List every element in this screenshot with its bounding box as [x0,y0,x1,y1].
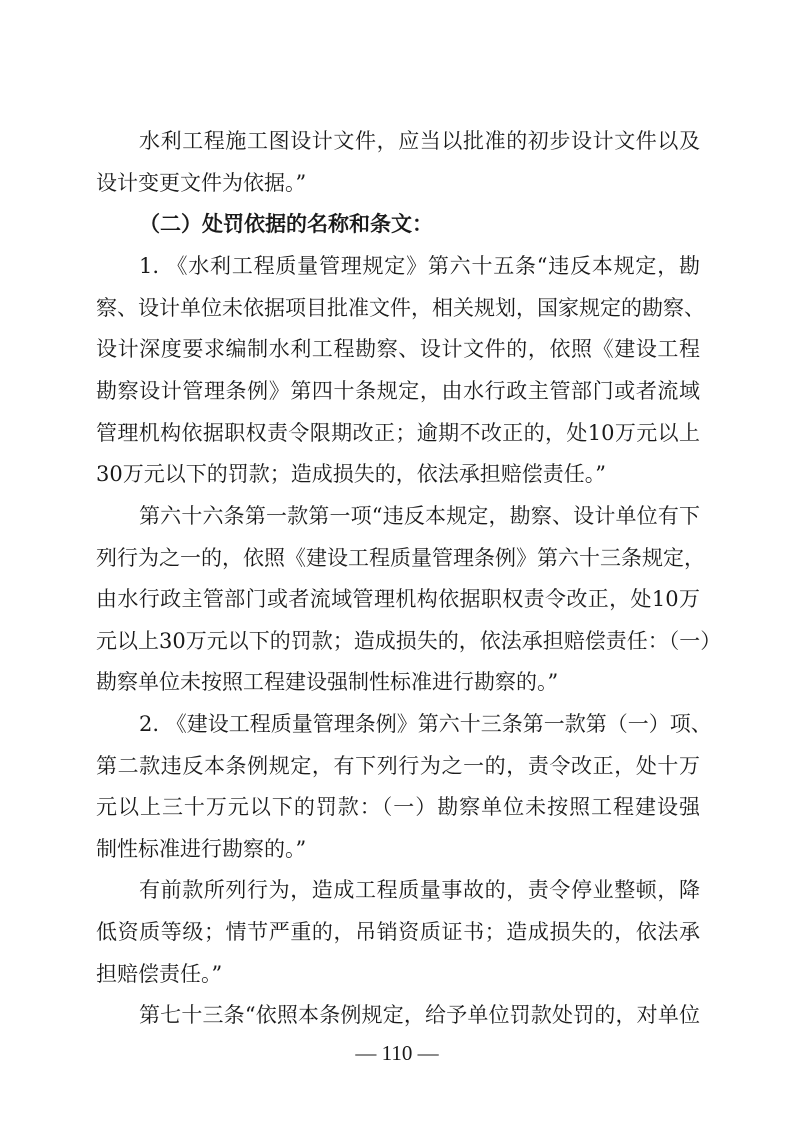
text-line: 察、设计单位未依据项目批准文件，相关规划，国家规定的勘察、 [96,296,705,320]
text-line: 担赔偿责任。” [96,962,223,986]
text-line: 管理机构依据职权责令限期改正；逾期不改正的，处10万元以上 [96,421,700,445]
page-number: — 110 — [355,1041,439,1065]
text-line: 元以上三十万元以下的罚款：（一）勘察单位未按照工程建设强 [96,795,700,819]
text-line: 设计变更文件为依据。” [96,171,307,195]
text-line: 制性标准进行勘察的。” [96,837,307,861]
text-line: 第六十六条第一款第一项“违反本规定，勘察、设计单位有下 [139,504,700,528]
text-line: 低资质等级；情节严重的，吊销资质证书；造成损失的，依法承 [96,920,700,944]
text-line: 勘察单位未按照工程建设强制性标准进行勘察的。” [96,670,559,694]
text-line: 2. 《建设工程质量管理条例》第六十三条第一款第（一）项、 [139,712,712,736]
section-heading: （二）处罚依据的名称和条文： [139,211,433,236]
text-line: 第二款违反本条例规定，有下列行为之一的，责令改正，处十万 [96,754,700,778]
text-line: 勘察设计管理条例》第四十条规定，由水行政主管部门或者流域 [96,379,700,403]
text-line: 设计深度要求编制水利工程勘察、设计文件的，依照《建设工程 [96,337,700,361]
text-line: 元以上30万元以下的罚款；造成损失的，依法承担赔偿责任：（一） [96,629,722,653]
text-line: 水利工程施工图设计文件，应当以批准的初步设计文件以及 [139,129,700,153]
text-line: 由水行政主管部门或者流域管理机构依据职权责令改正，处10万 [96,587,700,611]
text-line: 有前款所列行为，造成工程质量事故的，责令停业整顿，降 [139,878,700,902]
text-line: 30万元以下的罚款；造成损失的，依法承担赔偿责任。” [96,462,606,486]
text-line: 1. 《水利工程质量管理规定》第六十五条“违反本规定，勘 [139,254,700,278]
text-line: 列行为之一的，依照《建设工程质量管理条例》第六十三条规定， [96,546,705,570]
text-line: 第七十三条“依照本条例规定，给予单位罚款处罚的，对单位 [139,1003,700,1027]
